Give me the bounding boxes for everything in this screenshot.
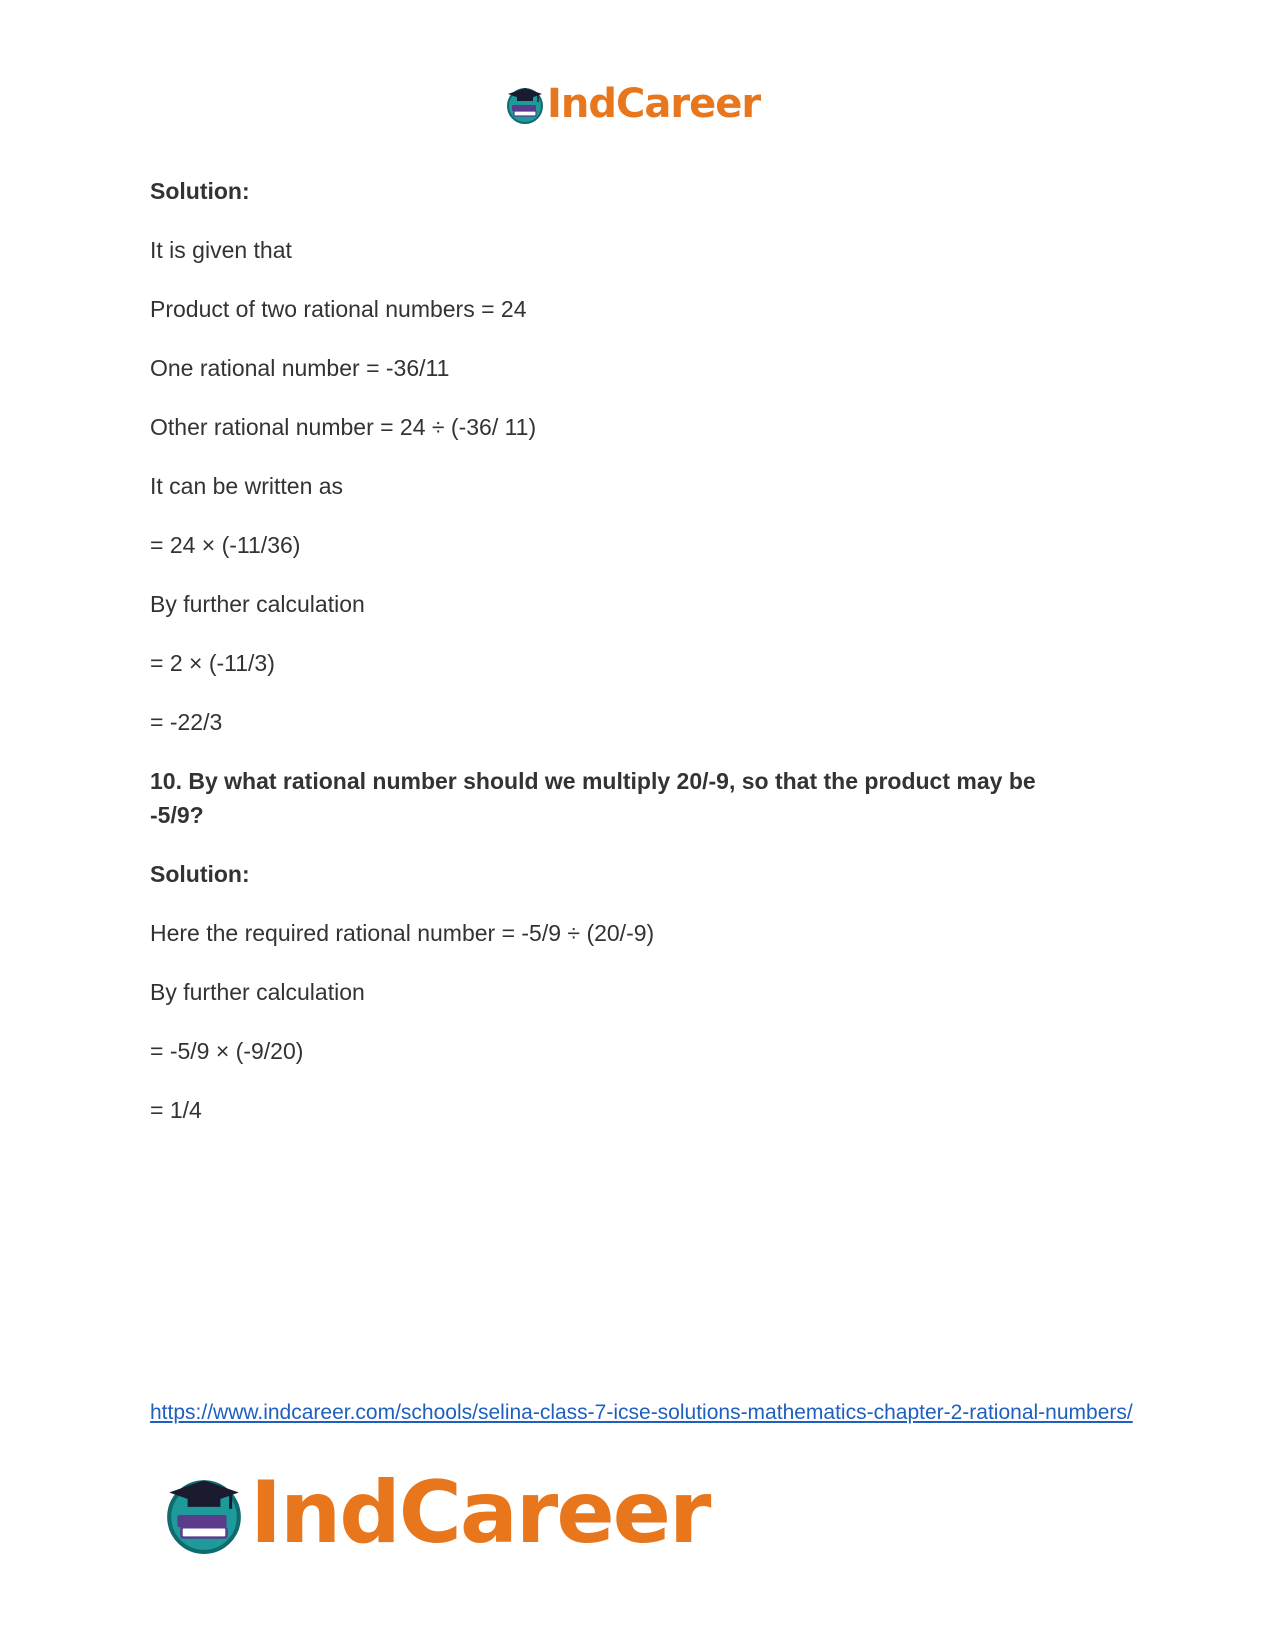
text-line: Product of two rational numbers = 24 xyxy=(150,296,527,322)
text-line: Other rational number = 24 ÷ (-36/ 11) xyxy=(150,414,537,440)
equation-line: = -22/3 xyxy=(150,709,223,735)
text-line: One rational number = -36/11 xyxy=(150,355,450,381)
text-line: By further calculation xyxy=(150,591,365,617)
graduation-cap-books-globe-icon xyxy=(162,1470,246,1556)
text-line: By further calculation xyxy=(150,979,365,1005)
source-link[interactable]: https://www.indcareer.com/schools/selina-class-7-icse-solutions-mathematics-chapter-2-rational-numbers/ xyxy=(150,1401,1133,1424)
text-line: Here the required rational number = -5/9 ÷ (20/-9) xyxy=(150,920,655,946)
equation-line: = 2 × (-11/3) xyxy=(150,650,275,676)
question-10: 10. By what rational number should we multiply 20/-9, so that the product may be -5/9? xyxy=(150,768,1036,828)
document-body xyxy=(150,174,1110,1152)
equation-line: = -5/9 × (-9/20) xyxy=(150,1038,304,1064)
header-logo xyxy=(505,80,760,128)
graduation-cap-books-globe-icon xyxy=(505,83,545,125)
solution-heading: Solution: xyxy=(150,861,250,887)
footer-logo xyxy=(162,1465,709,1561)
text-line: It can be written as xyxy=(150,473,344,499)
solution-heading: Solution: xyxy=(150,178,250,204)
text-line: It is given that xyxy=(150,237,292,263)
logo-wordmark: IndCareer xyxy=(250,1463,710,1563)
equation-line: = 1/4 xyxy=(150,1097,202,1123)
equation-line: = 24 × (-11/36) xyxy=(150,532,301,558)
logo-wordmark: IndCareer xyxy=(547,81,761,127)
